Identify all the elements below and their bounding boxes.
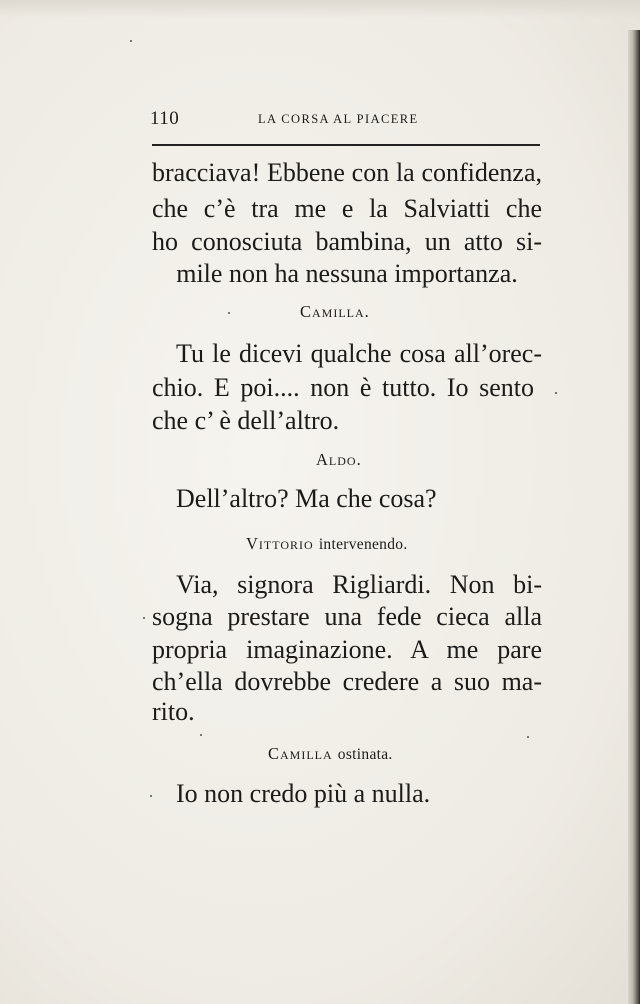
page-binding-edge [628, 30, 640, 1004]
speaker-name: Aldo. [316, 450, 362, 469]
text-line: Io non credo più a nulla. [176, 779, 431, 808]
paper-speck [555, 392, 557, 394]
paper-speck [228, 312, 230, 314]
text-line: rito. [152, 697, 195, 726]
stage-direction: ostinata. [337, 746, 393, 763]
text-line: chio. E poi.... non è tutto. Io sento [152, 373, 534, 402]
text-line: sogna prestare una fede cieca alla [152, 602, 542, 631]
text-line: Via, signora Rigliardi. Non bi- [176, 570, 542, 599]
speaker-name: Vittorio [246, 534, 314, 553]
paper-speck [130, 40, 132, 42]
speaker-aldo [316, 452, 362, 469]
speaker-camilla [300, 304, 370, 321]
speaker-name: Camilla [268, 744, 333, 763]
page-top-shadow [0, 0, 640, 18]
paper-speck [150, 795, 152, 797]
speaker-camilla-2 [268, 746, 393, 763]
text-line: bracciava! Ebbene con la confidenza, [152, 158, 542, 187]
text-line: ho conosciuta bambina, un atto si- [152, 227, 542, 256]
text-line: che c’è tra me e la Salviatti che [152, 194, 542, 223]
text-line: Dell’altro? Ma che cosa? [176, 484, 437, 513]
page-header [150, 108, 542, 134]
text-line: ch’ella dovrebbe credere a suo ma- [152, 667, 542, 696]
speaker-vittorio [246, 536, 408, 553]
paper-speck [200, 734, 202, 736]
paper-speck [527, 736, 529, 738]
text-line: propria imaginazione. A me pare [152, 635, 542, 664]
stage-direction: intervenendo. [318, 536, 408, 553]
paper-speck [143, 617, 145, 619]
text-line: che c’ è dell’altro. [152, 406, 340, 435]
running-title: LA CORSA AL PIACERE [258, 112, 419, 126]
speaker-name: Camilla. [300, 302, 370, 321]
page-number: 110 [150, 108, 180, 129]
header-rule [152, 144, 540, 146]
text-line: Tu le dicevi qualche cosa all’orec- [176, 339, 542, 368]
text-line: mile non ha nessuna importanza. [176, 259, 518, 288]
